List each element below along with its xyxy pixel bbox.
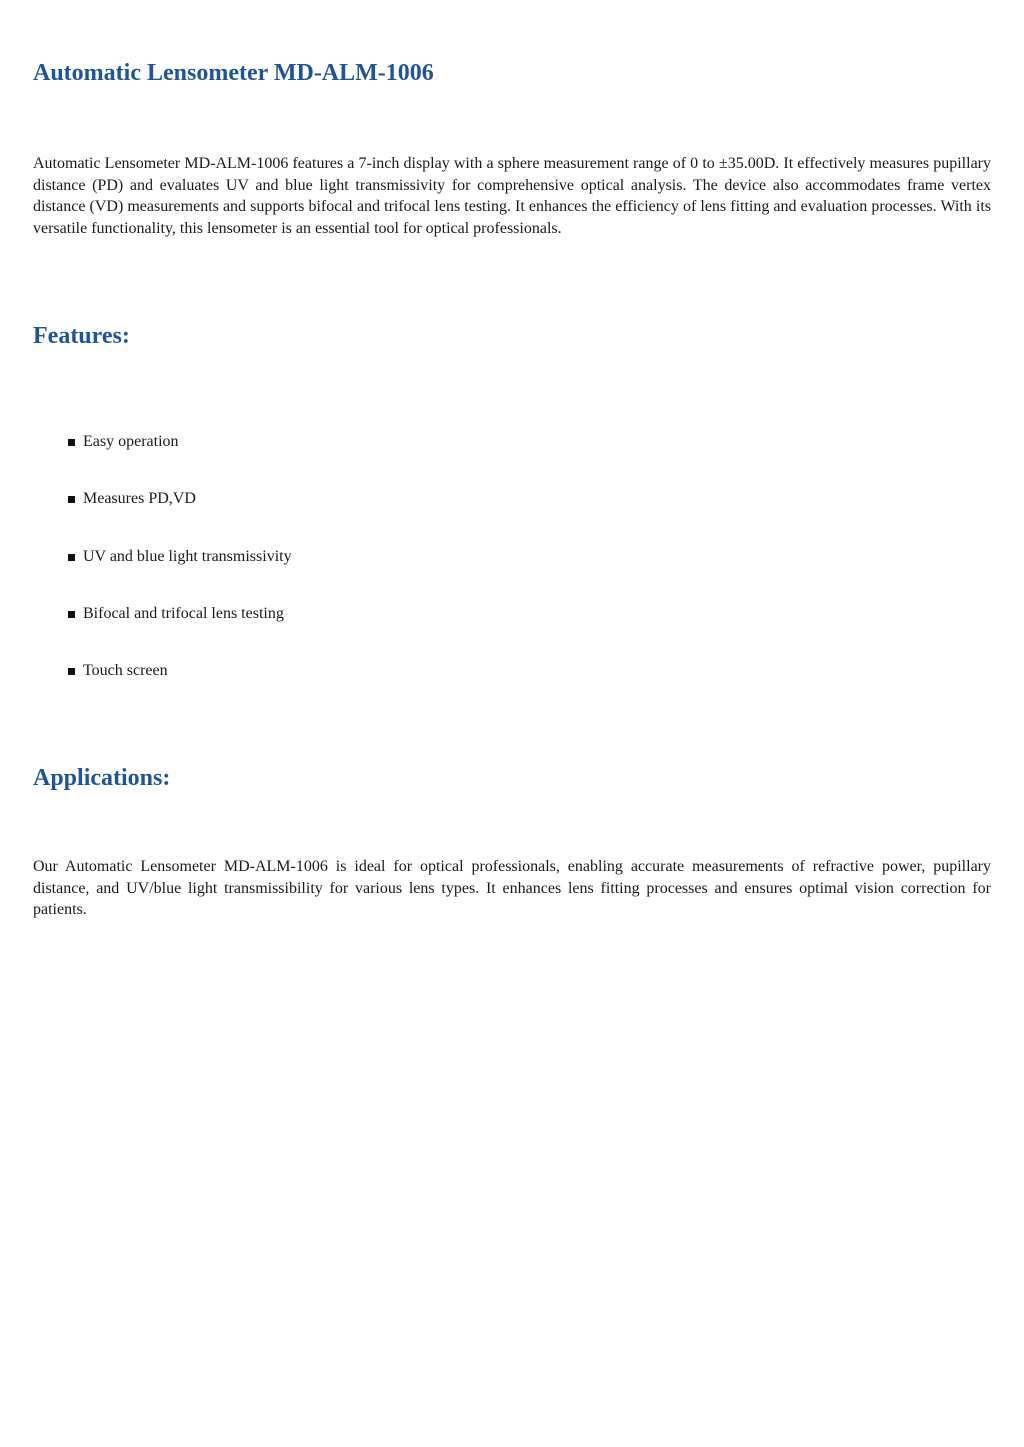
features-list xyxy=(68,431,292,717)
square-bullet-icon xyxy=(68,554,75,561)
square-bullet-icon xyxy=(68,611,75,618)
feature-label: Bifocal and trifocal lens testing xyxy=(83,604,284,622)
applications-paragraph: Our Automatic Lensometer MD-ALM-1006 is ideal for optical professionals, enabling accurate measurements of refractive power, pupillary distance, and UV/blue light transmissibility for various lens types. It enhances lens fitting processes and ensures optimal vision correction for patients. xyxy=(33,858,991,918)
intro-paragraph: Automatic Lensometer MD-ALM-1006 features a 7-inch display with a sphere measurement range of 0 to ±35.00D. It effectively measures pupillary distance (PD) and evaluates UV and blue light transmissivity for comprehensive optical analysis. The device also accommodates frame vertex distance (VD) measurements and supports bifocal and trifocal lens testing. It enhances the efficiency of lens fitting and evaluation processes. With its versatile functionality, this lensometer is an essential tool for optical professionals. xyxy=(33,155,991,237)
square-bullet-icon xyxy=(68,668,75,675)
feature-label: Easy operation xyxy=(83,433,179,450)
feature-label: Touch screen xyxy=(83,662,168,680)
feature-label: UV and blue light transmissivity xyxy=(83,547,292,565)
square-bullet-icon xyxy=(68,496,75,503)
list-item xyxy=(68,431,292,488)
list-item xyxy=(68,546,292,603)
page-title: Automatic Lensometer MD-ALM-1006 xyxy=(33,60,434,86)
applications-heading: Applications: xyxy=(33,765,171,791)
list-item xyxy=(68,660,292,717)
features-heading: Features: xyxy=(33,323,130,349)
list-item xyxy=(68,488,292,545)
list-item xyxy=(68,603,292,660)
feature-label: Measures PD,VD xyxy=(83,490,196,508)
square-bullet-icon xyxy=(68,439,75,446)
